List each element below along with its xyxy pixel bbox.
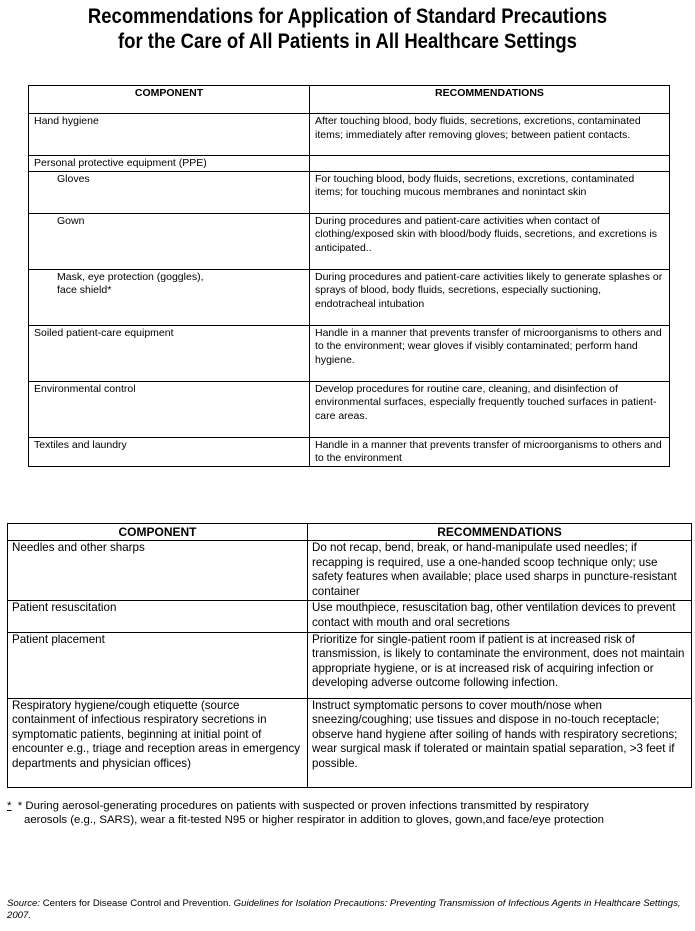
component-line: face shield*: [57, 284, 112, 296]
recommendation-cell: During procedures and patient-care activities likely to generate splashes or sprays of blood, body fluids, secretions, especially suctioning, endotracheal intubation: [310, 269, 670, 325]
footnote-text-line2: aerosols (e.g., SARS), wear a fit-tested N95 or higher respirator in addition to gloves, gown,and face/eye protection: [24, 814, 604, 826]
component-cell: Needles and other sharps: [8, 541, 308, 601]
recommendation-cell: Prioritize for single-patient room if patient is at increased risk of transmission, is likely to contaminate the environment, does not maintain appropriate hygiene, or is at increased risk of acquiring infection or developing adverse outcome following infection.: [308, 632, 692, 698]
component-cell: Hand hygiene: [29, 114, 310, 156]
component-cell: Patient placement: [8, 632, 308, 698]
table-row: [29, 437, 670, 466]
table-row: [29, 213, 670, 269]
table-row: [8, 601, 692, 632]
precautions-table-1: [28, 85, 670, 467]
column-header-recommendations: RECOMMENDATIONS: [310, 86, 670, 114]
table-row: [29, 269, 670, 325]
column-header-recommendations: RECOMMENDATIONS: [308, 524, 692, 541]
component-cell: Textiles and laundry: [29, 437, 310, 466]
table-row: [8, 632, 692, 698]
table-header-row: [8, 524, 692, 541]
component-cell: Respiratory hygiene/cough etiquette (source containment of infectious respiratory secretions in symptomatic patients, beginning at initial point of encounter e.g., triage and reception areas in emergency departments and physician offices): [8, 698, 308, 787]
page-title: [49, 4, 647, 54]
table-header-row: [29, 86, 670, 114]
component-cell: Personal protective equipment (PPE): [29, 156, 310, 172]
recommendation-cell: Do not recap, bend, break, or hand-manipulate used needles; if recapping is required, use a one-handed scoop technique only; use safety features when available; place used sharps in puncture-resistant container: [308, 541, 692, 601]
footnote-mark: *: [7, 800, 12, 812]
source-citation: [7, 898, 691, 922]
recommendation-cell: [310, 156, 670, 172]
column-header-component: COMPONENT: [29, 86, 310, 114]
recommendation-cell: During procedures and patient-care activities when contact of clothing/exposed skin with blood/body fluids, secretions, and excretions is anticipated..: [310, 213, 670, 269]
recommendation-cell: For touching blood, body fluids, secretions, excretions, contaminated items; for touching mucous membranes and nonintact skin: [310, 171, 670, 213]
table-row: [29, 171, 670, 213]
precautions-table-2: [7, 523, 692, 788]
table-row: [29, 381, 670, 437]
footnote: [7, 799, 691, 827]
table-row: [29, 156, 670, 172]
column-header-component: COMPONENT: [8, 524, 308, 541]
recommendation-cell: Use mouthpiece, resuscitation bag, other ventilation devices to prevent contact with mouth and oral secretions: [308, 601, 692, 632]
source-title: Guidelines for Isolation Precautions: Preventing Transmission of Infectious Agents in Healthcare Settings, 2007.: [7, 898, 681, 921]
footnote-text-line1: * During aerosol-generating procedures on patients with suspected or proven infections transmitted by respiratory: [17, 800, 589, 812]
component-line: Mask, eye protection (goggles),: [57, 270, 204, 283]
component-cell: Environmental control: [29, 381, 310, 437]
table-row: [29, 114, 670, 156]
source-label: Source:: [7, 898, 41, 909]
page-title-line2: for the Care of All Patients in All Healthcare Settings: [118, 29, 577, 53]
table-row: [29, 325, 670, 381]
recommendation-cell: Develop procedures for routine care, cleaning, and disinfection of environmental surfaces, especially frequently touched surfaces in patient-care areas.: [310, 381, 670, 437]
component-cell: Gown: [29, 213, 310, 269]
table-row: [8, 698, 692, 787]
component-cell: Soiled patient-care equipment: [29, 325, 310, 381]
recommendation-cell: Instruct symptomatic persons to cover mouth/nose when sneezing/coughing; use tissues and dispose in no-touch receptacle; observe hand hygiene after soiling of hands with respiratory secretions; wear surgical mask if tolerated or maintain spatial separation, >3 feet if possible.: [308, 698, 692, 787]
source-org: Centers for Disease Control and Prevention.: [40, 898, 234, 909]
table-row: [8, 541, 692, 601]
page-title-line1: Recommendations for Application of Standard Precautions: [87, 4, 608, 28]
recommendation-cell: After touching blood, body fluids, secretions, excretions, contaminated items; immediately after removing gloves; between patient contacts.: [310, 114, 670, 156]
component-cell: [29, 269, 310, 325]
recommendation-cell: Handle in a manner that prevents transfer of microorganisms to others and to the environment: [310, 437, 670, 466]
component-cell: Patient resuscitation: [8, 601, 308, 632]
recommendation-cell: Handle in a manner that prevents transfer of microorganisms to others and to the environment; wear gloves if visibly contaminated; perform hand hygiene.: [310, 325, 670, 381]
component-cell: Gloves: [29, 171, 310, 213]
